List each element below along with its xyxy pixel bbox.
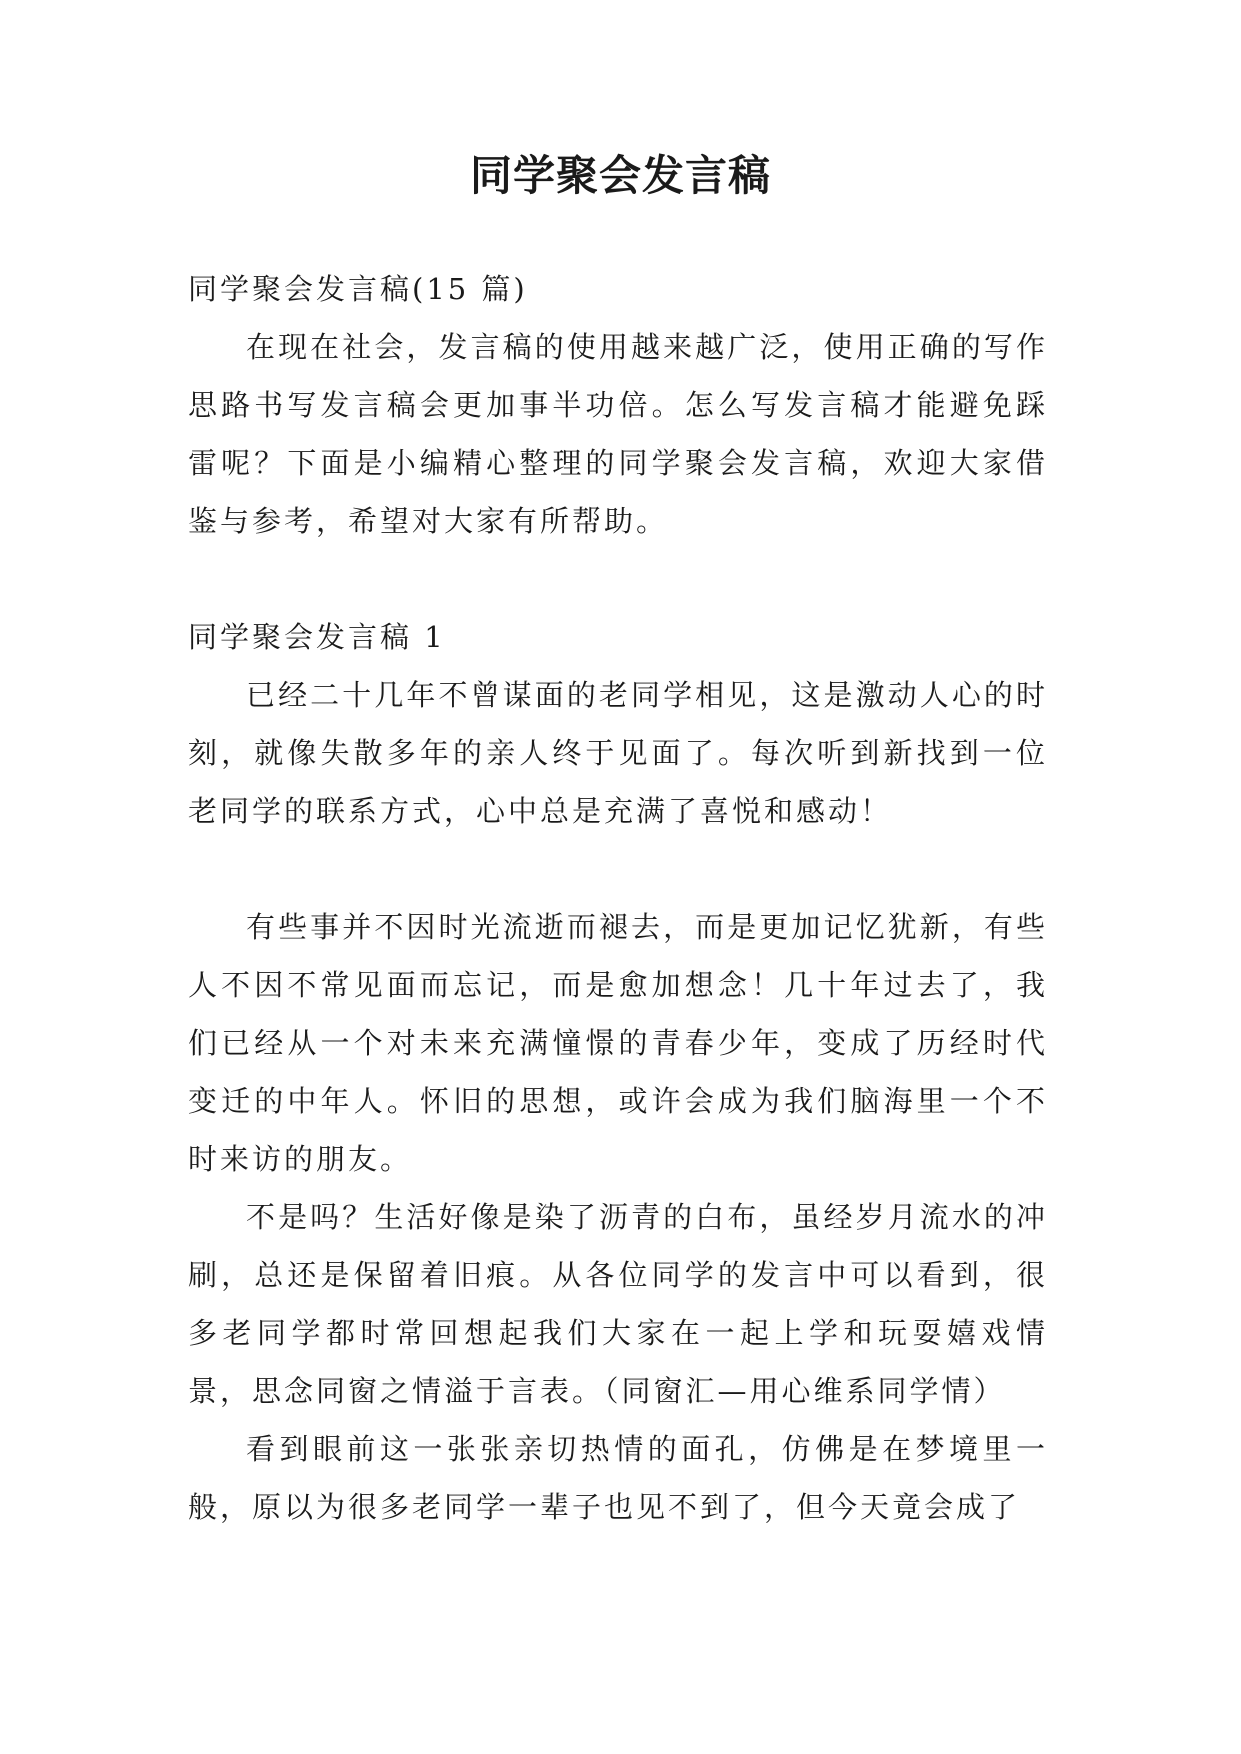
body-paragraph: 看到眼前这一张张亲切热情的面孔，仿佛是在梦境里一般，原以为很多老同学一辈子也见不到了，但今天竟会成了 bbox=[188, 1432, 1048, 1524]
spacer bbox=[188, 550, 1048, 608]
body-paragraph: 已经二十几年不曾谋面的老同学相见，这是激动人心的时刻，就像失散多年的亲人终于见面了。每次听到新找到一位老同学的联系方式，心中总是充满了喜悦和感动！ bbox=[188, 678, 1048, 828]
intro-paragraph: 在现在社会，发言稿的使用越来越广泛，使用正确的写作思路书写发言稿会更加事半功倍。怎么写发言稿才能避免踩雷呢？下面是小编精心整理的同学聚会发言稿，欢迎大家借鉴与参考，希望对大家有所帮助。 bbox=[188, 330, 1048, 538]
document-subtitle: 同学聚会发言稿(15 篇) bbox=[188, 272, 528, 306]
document-body bbox=[188, 260, 1048, 1536]
spacer bbox=[188, 840, 1048, 898]
body-paragraph: 有些事并不因时光流逝而褪去，而是更加记忆犹新，有些人不因不常见面而忘记，而是愈加想念！几十年过去了，我们已经从一个对未来充满憧憬的青春少年，变成了历经时代变迁的中年人。怀旧的思想，或许会成为我们脑海里一个不时来访的朋友。 bbox=[188, 910, 1048, 1176]
body-paragraph: 不是吗？生活好像是染了沥青的白布，虽经岁月流水的冲刷，总还是保留着旧痕。从各位同学的发言中可以看到，很多老同学都时常回想起我们大家在一起上学和玩耍嬉戏情景，思念同窗之情溢于言表。（同窗汇—用心维系同学情） bbox=[188, 1200, 1048, 1408]
section-heading: 同学聚会发言稿 1 bbox=[188, 620, 446, 654]
document-title: 同学聚会发言稿 bbox=[469, 151, 771, 200]
